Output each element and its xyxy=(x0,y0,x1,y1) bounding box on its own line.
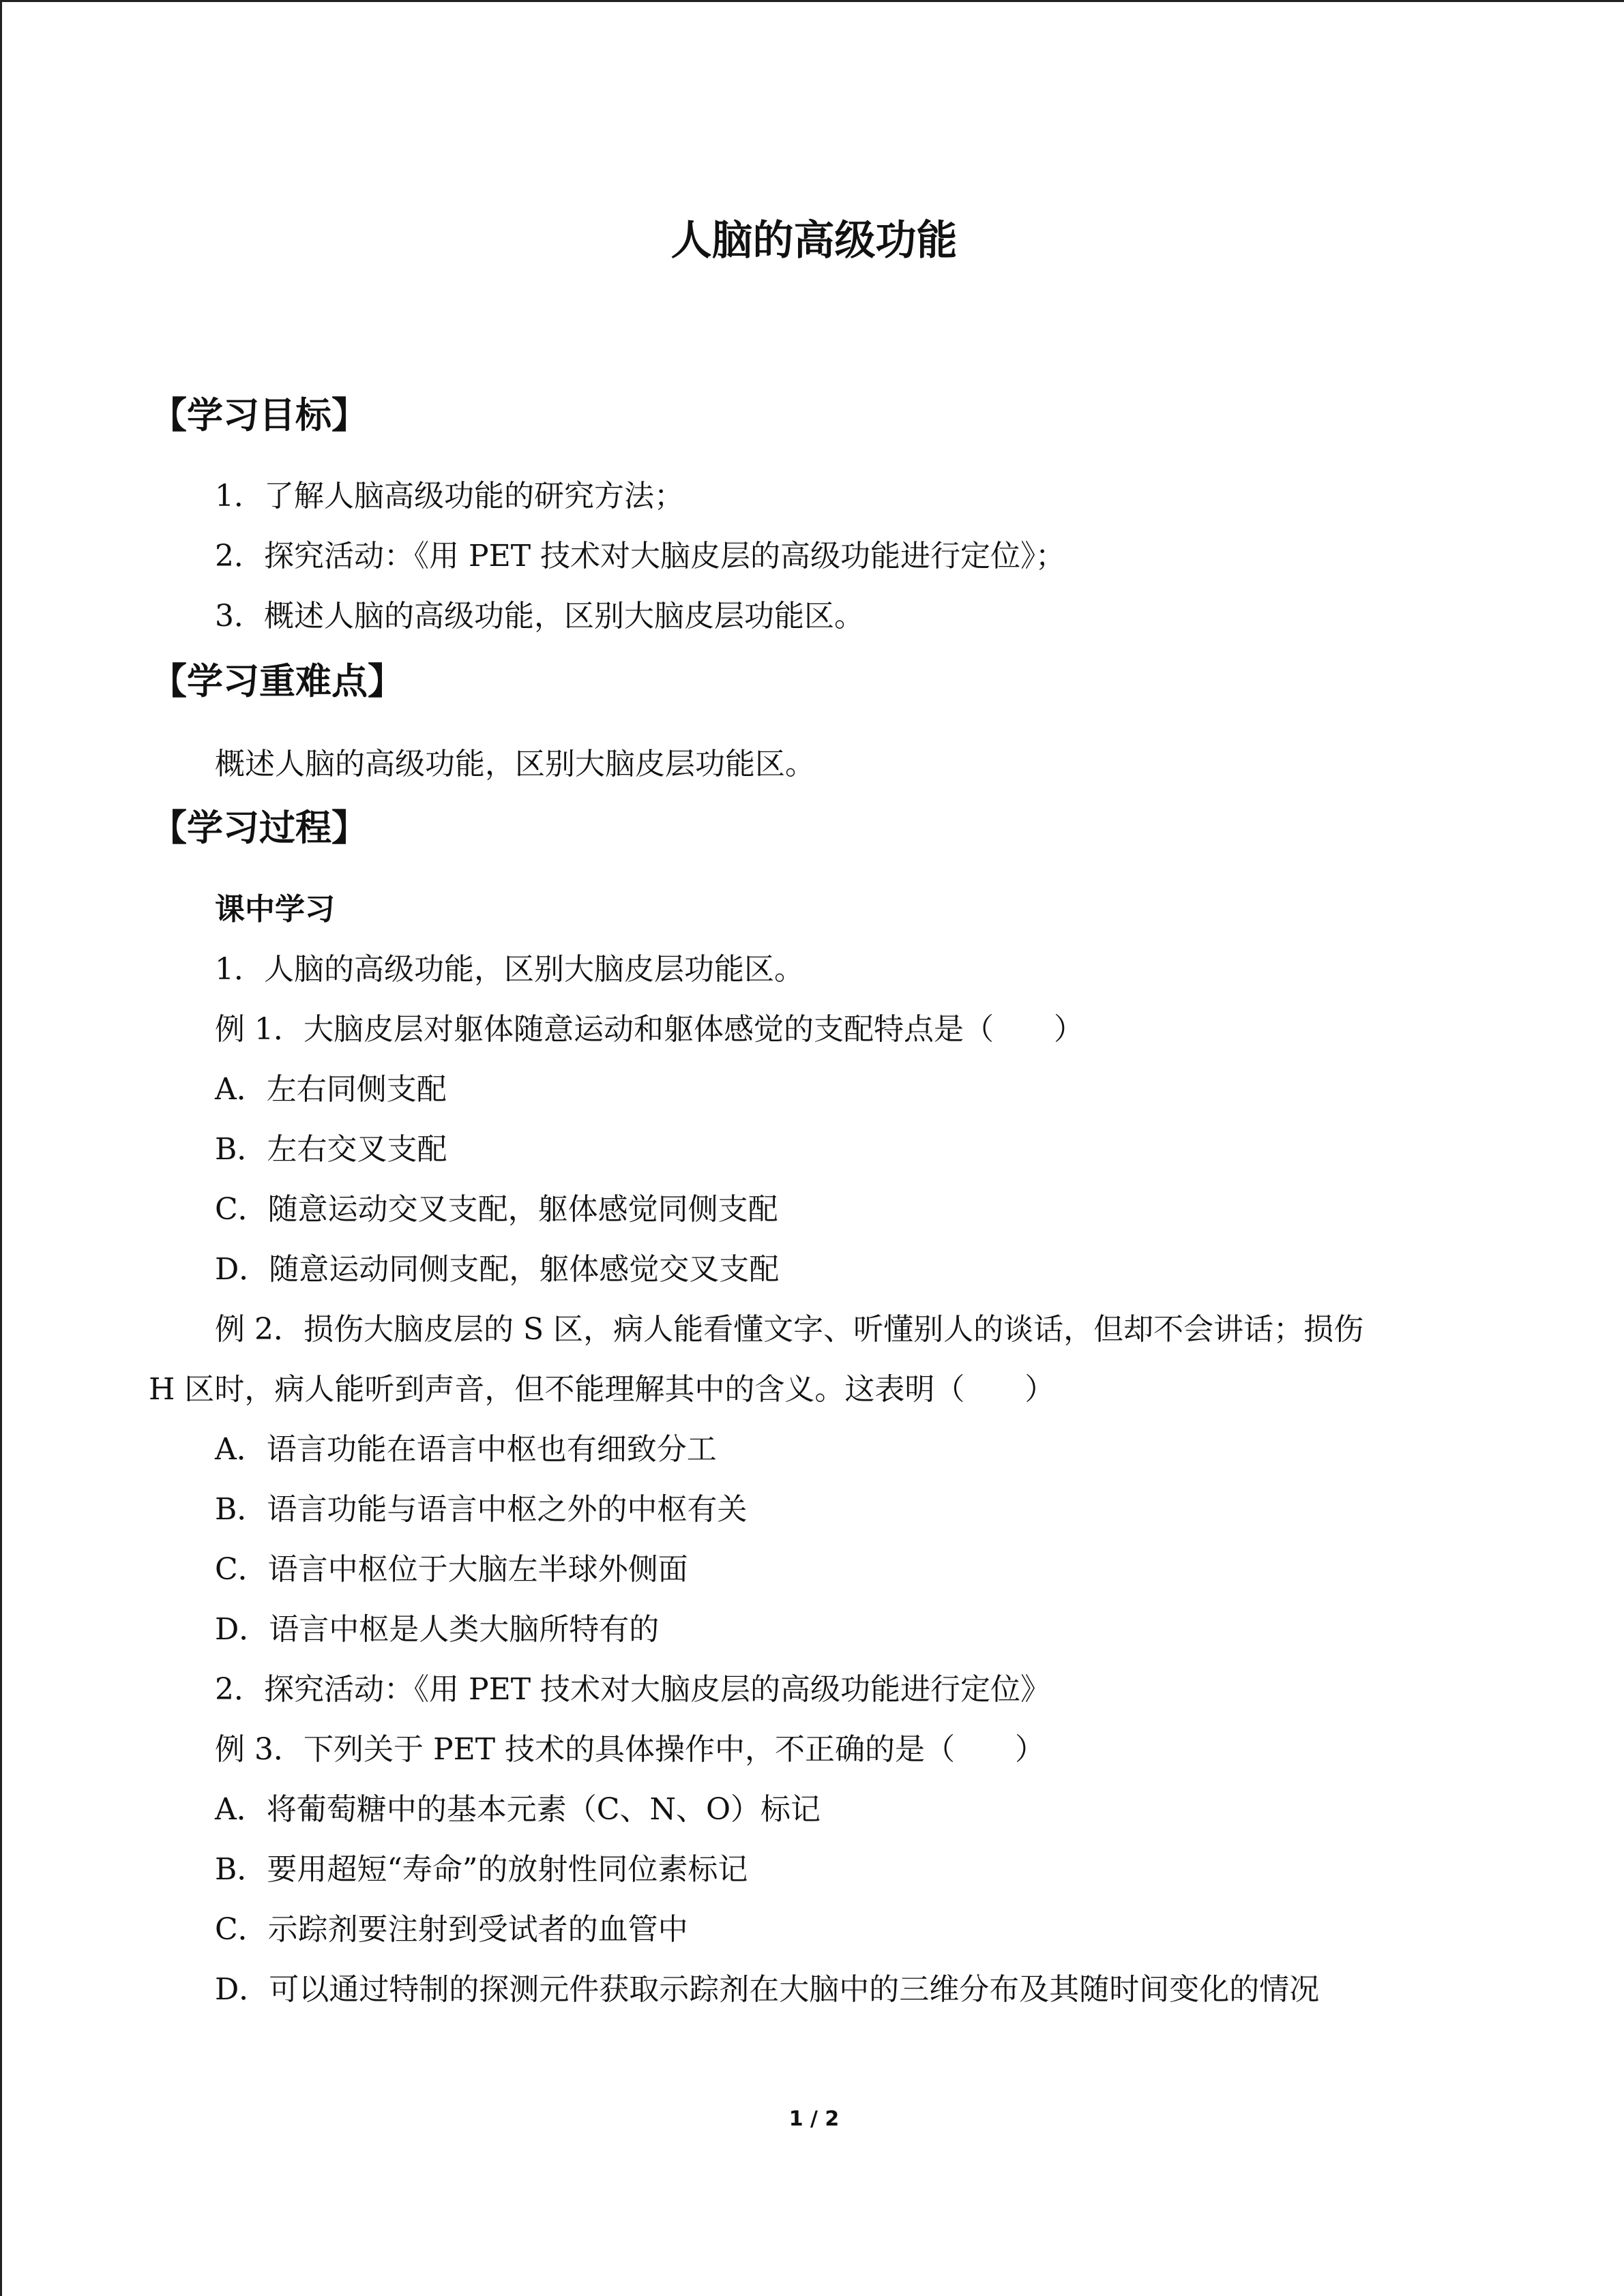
example-2-question-line-2: H 区时，病人能听到声音，但不能理解其中的含义。这表明（ ） xyxy=(149,1372,1055,1407)
example-1-question: 例 1．大脑皮层对躯体随意运动和躯体感觉的支配特点是（ ） xyxy=(215,1012,1084,1047)
example-2-option-c: C．语言中枢位于大脑左半球外侧面 xyxy=(215,1552,688,1587)
example-3-option-a: A．将葡萄糖中的基本元素（C、N、O）标记 xyxy=(215,1792,821,1827)
example-2-question-line-1: 例 2．损伤大脑皮层的 S 区，病人能看懂文字、听懂别人的谈话，但却不会讲话；损伤 xyxy=(215,1312,1364,1347)
example-3-option-c: C．示踪剂要注射到受试者的血管中 xyxy=(215,1912,688,1947)
key-points-text: 概述人脑的高级功能，区别大脑皮层功能区。 xyxy=(215,747,815,781)
objective-item: 1．了解人脑高级功能的研究方法； xyxy=(215,479,684,513)
objective-item: 3．概述人脑的高级功能，区别大脑皮层功能区。 xyxy=(215,599,864,633)
example-2-option-a: A．语言功能在语言中枢也有细致分工 xyxy=(215,1432,717,1467)
example-1-option-c: C．随意运动交叉支配，躯体感觉同侧支配 xyxy=(215,1192,778,1227)
page-number: 1 / 2 xyxy=(788,2107,840,2131)
document-title: 人脑的高级功能 xyxy=(670,217,958,265)
example-1-option-a: A．左右同侧支配 xyxy=(215,1072,447,1107)
example-3-option-d: D．可以通过特制的探测元件获取示踪剂在大脑中的三维分布及其随时间变化的情况 xyxy=(215,1972,1320,2007)
point-1: 1．人脑的高级功能，区别大脑皮层功能区。 xyxy=(215,952,804,987)
example-3-question: 例 3．下列关于 PET 技术的具体操作中，不正确的是（ ） xyxy=(215,1732,1046,1767)
subheading-in-class: 课中学习 xyxy=(215,892,335,927)
example-2-option-b: B．语言功能与语言中枢之外的中枢有关 xyxy=(215,1492,748,1527)
section-heading-key-points: 【学习重难点】 xyxy=(151,661,404,702)
example-1-option-d: D．随意运动同侧支配，躯体感觉交叉支配 xyxy=(215,1252,780,1287)
objective-item: 2．探究活动：《用 PET 技术对大脑皮层的高级功能进行定位》； xyxy=(215,539,1066,573)
section-heading-objectives: 【学习目标】 xyxy=(151,395,368,436)
point-2: 2．探究活动：《用 PET 技术对大脑皮层的高级功能进行定位》 xyxy=(215,1672,1051,1707)
example-1-option-b: B．左右交叉支配 xyxy=(215,1132,447,1167)
example-2-option-d: D．语言中枢是人类大脑所特有的 xyxy=(215,1612,660,1647)
section-heading-process: 【学习过程】 xyxy=(151,807,368,849)
example-3-option-b: B．要用超短“寿命”的放射性同位素标记 xyxy=(215,1852,748,1887)
